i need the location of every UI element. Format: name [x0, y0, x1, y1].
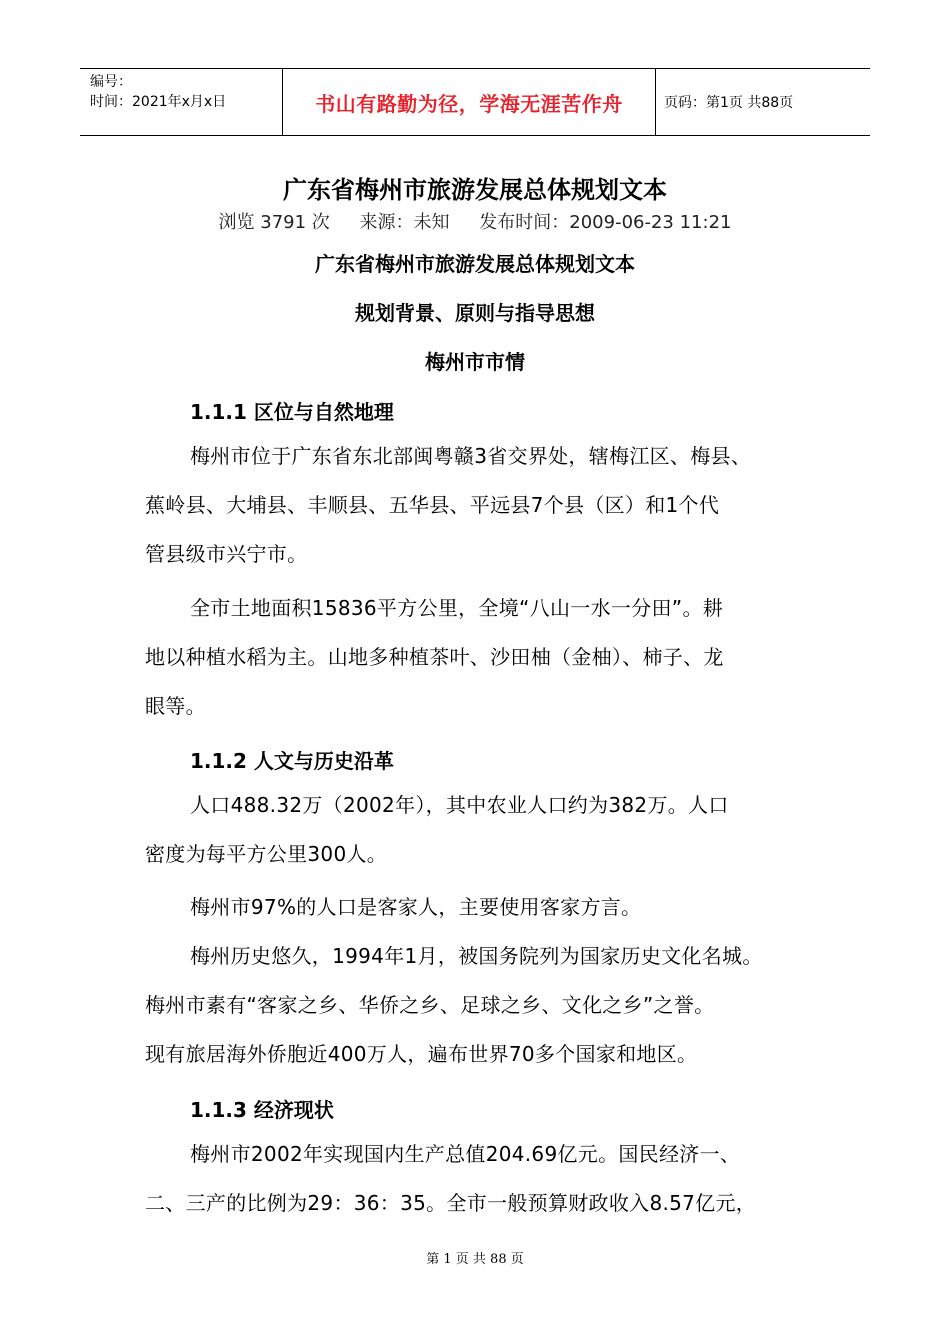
page-footer: 第 1 页 共 88 页 — [426, 1252, 524, 1267]
paragraph: 梅州市97%的人口是客家人，主要使用客家方言。 — [190, 895, 642, 919]
paragraph: 梅州历史悠久，1994年1月，被国务院列为国家历史文化名城。 梅州市素有“客家之乡、华侨之乡、足球之乡、文化之乡”之誉。 现有旅居海外侨胞近400万人，遍布世界70多个国家和地区。 — [145, 944, 763, 1066]
subtitle-heading: 广东省梅州市旅游发展总体规划文本 — [315, 252, 635, 276]
section-heading: 梅州市市情 — [425, 350, 525, 374]
publish-time: 发布时间：2009-06-23 11:21 — [479, 212, 732, 233]
paragraph: 梅州市位于广东省东北部闽粤赣3省交界处，辖梅江区、梅县、 蕉岭县、大埔县、丰顺县、五华县、平远县7个县（区）和1个代 管县级市兴宁市。 — [145, 444, 752, 566]
motto-text: 书山有路勤为径，学海无涯苦作舟 — [315, 91, 623, 116]
header-page-cell — [656, 69, 870, 135]
header-meta-cell — [80, 69, 282, 135]
section-heading-1-1-1: 1.1.1 区位与自然地理 — [190, 400, 394, 424]
paragraph: 全市土地面积15836平方公里，全境“八山一水一分田”。耕 地以种植水稻为主。山地多种植茶叶、沙田柚（金柚）、柿子、龙 眼等。 — [145, 596, 724, 718]
article-meta — [0, 208, 950, 234]
page-header — [80, 68, 870, 136]
document-number-label: 编号： — [90, 74, 132, 90]
paragraph: 人口488.32万（2002年），其中农业人口约为382万。人口 密度为每平方公里300人。 — [145, 793, 729, 866]
chapter-heading: 规划背景、原则与指导思想 — [355, 301, 595, 325]
section-heading-1-1-3: 1.1.3 经济现状 — [190, 1098, 334, 1122]
document-time-label: 时间：2021年x月x日 — [90, 94, 227, 110]
page-info-text: 页码：第1页 共88页 — [664, 95, 794, 111]
paragraph: 梅州市2002年实现国内生产总值204.69亿元。国民经济一、 二、三产的比例为29：36：35。全市一般预算财政收入8.57亿元， — [145, 1142, 757, 1215]
section-heading-1-1-2: 1.1.2 人文与历史沿革 — [190, 749, 394, 773]
header-motto-cell — [282, 69, 656, 135]
source-text: 来源：未知 — [359, 212, 450, 233]
view-count: 浏览 3791 次 — [218, 212, 330, 233]
document-title: 广东省梅州市旅游发展总体规划文本 — [283, 175, 667, 204]
